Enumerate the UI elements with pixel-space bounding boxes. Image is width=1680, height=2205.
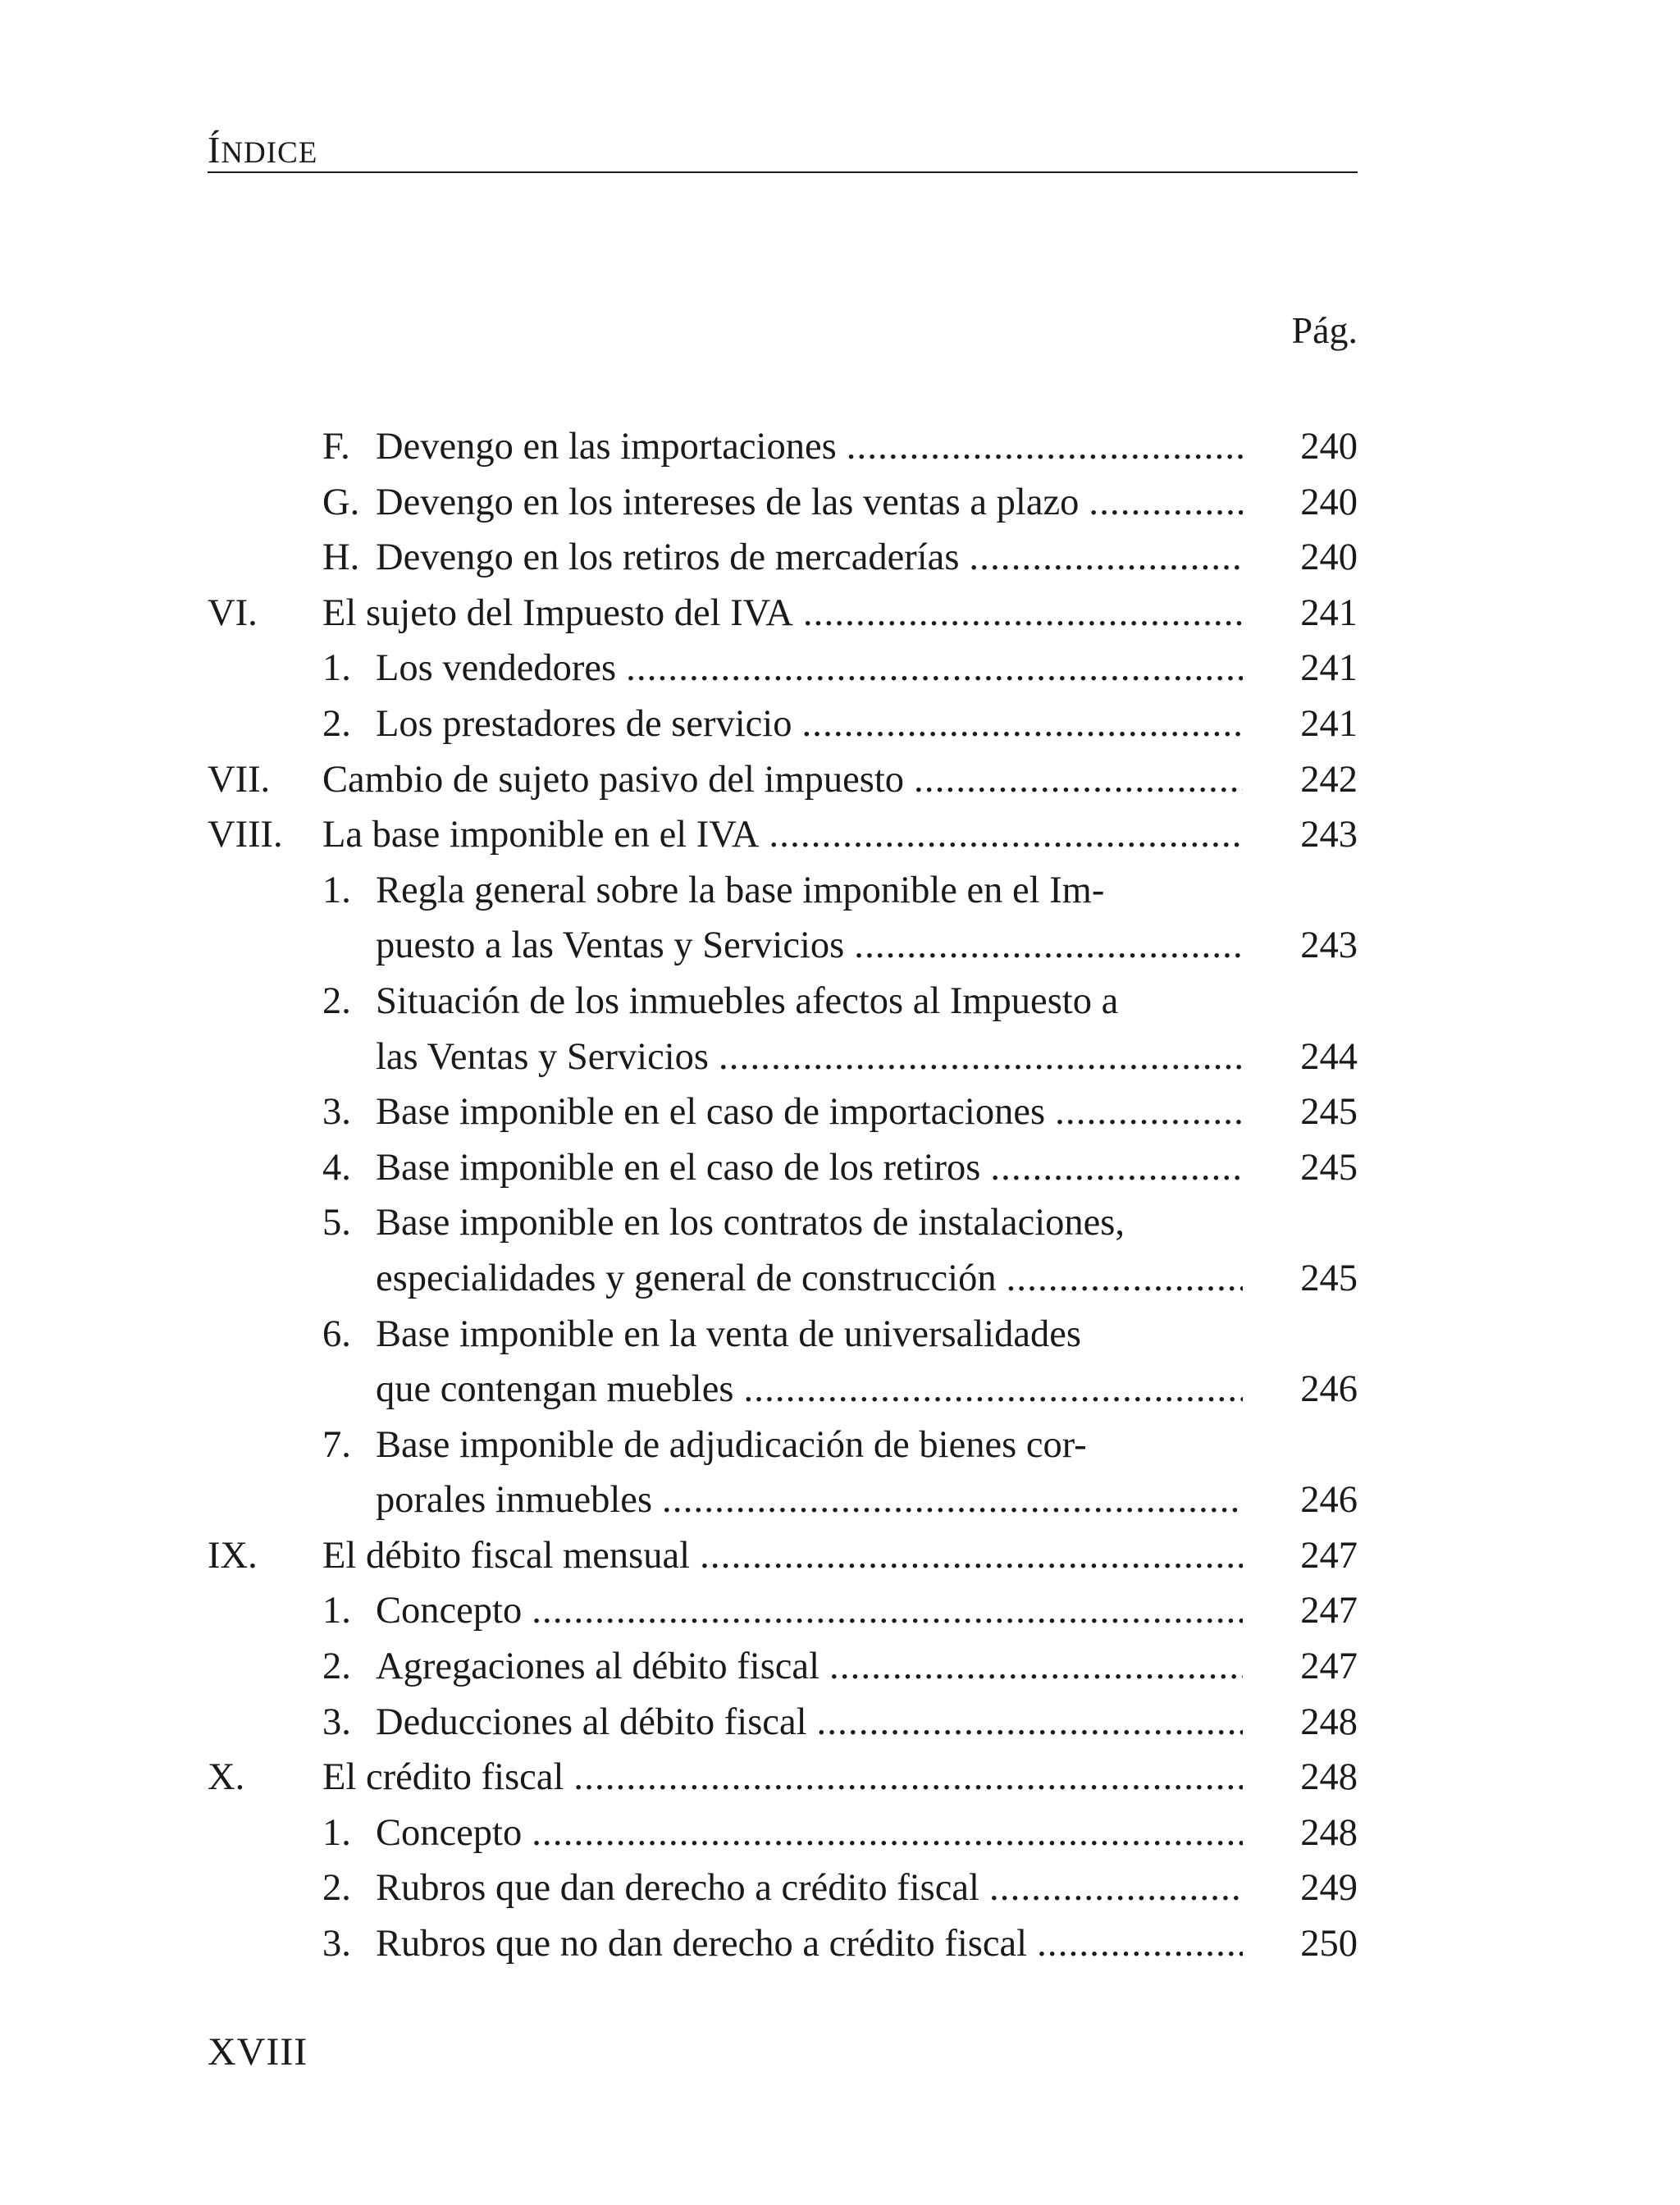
toc-item-marker: G. (322, 481, 360, 523)
toc-page-number: 240 (1300, 481, 1358, 523)
toc-entry (208, 1860, 1358, 1916)
toc-item-marker: 2. (322, 1646, 351, 1688)
toc-page-number: 241 (1300, 702, 1358, 745)
toc-entry-title-line (322, 1528, 1243, 1584)
toc-entry (208, 641, 1358, 696)
toc-entry-title: Los vendedores (376, 647, 626, 689)
toc-section-number: VIII. (208, 814, 283, 856)
toc-entry (208, 1307, 1358, 1418)
toc-entry-title-line (322, 752, 1243, 808)
toc-entry-title: El crédito fiscal (322, 1756, 573, 1798)
toc-entry-title-line (376, 1806, 1243, 1861)
toc-entry (208, 1195, 1358, 1306)
toc-entry-title: Rubros que no dan derecho a crédito fiscal (376, 1923, 1037, 1965)
toc-page-number: 240 (1300, 426, 1358, 468)
toc-entry-title: Deducciones al débito fiscal (376, 1701, 817, 1743)
toc-entry-title-line (376, 696, 1243, 752)
toc-item-marker: 4. (322, 1146, 351, 1189)
toc-item-marker: F. (322, 426, 350, 468)
toc-entry-title-line (322, 807, 1243, 863)
toc-entry-title: Agregaciones al débito fiscal (376, 1646, 829, 1687)
toc-entry-title: Base imponible de adjudicación de bienes cor- (376, 1424, 1097, 1466)
toc-entry-title-line (376, 1639, 1243, 1695)
toc-entry (208, 475, 1358, 531)
toc-entry (208, 419, 1358, 475)
toc-page-number: 247 (1300, 1534, 1358, 1577)
toc-entry-title: las Ventas y Servicios (376, 1036, 719, 1078)
toc-entry-title-line (376, 475, 1243, 531)
toc-entry (208, 1583, 1358, 1639)
toc-page-number: 246 (1300, 1368, 1358, 1411)
toc-entry-title: Base imponible en los contratos de instalaciones, (376, 1202, 1134, 1244)
toc-entry-title-line (376, 1362, 1243, 1418)
toc-entry-title: Los prestadores de servicio (376, 703, 801, 745)
toc-item-marker: 6. (322, 1312, 351, 1355)
toc-page-number: 249 (1300, 1867, 1358, 1910)
toc-entry-title-line (322, 586, 1243, 641)
toc-entry-title: Regla general sobre la base imponible en el Im- (376, 870, 1114, 911)
toc-entry (208, 1639, 1358, 1695)
toc-section-number: VI. (208, 591, 258, 634)
toc-item-marker: 7. (322, 1423, 351, 1466)
toc-item-marker: 1. (322, 1590, 351, 1632)
toc-entry-title: que contengan muebles (376, 1368, 743, 1410)
toc-page-number: 250 (1300, 1923, 1358, 1965)
toc-page-number: 245 (1300, 1091, 1358, 1134)
toc-entry (208, 807, 1358, 863)
toc-page-number: 241 (1300, 591, 1358, 634)
toc-entry-title: Devengo en las importaciones (376, 426, 847, 468)
toc-entry-title-line (376, 1195, 1134, 1251)
toc-item-marker: 3. (322, 1923, 351, 1965)
toc-entry (208, 696, 1358, 752)
toc-page-number: 247 (1300, 1590, 1358, 1632)
toc-entry-title: La base imponible en el IVA (322, 814, 769, 856)
toc-section-number: VII. (208, 758, 271, 801)
toc-entry-title: Concepto (376, 1590, 532, 1632)
toc-page-number: 248 (1300, 1701, 1358, 1743)
running-head (208, 131, 317, 169)
toc-entry-title-line (376, 974, 1128, 1029)
toc-entry (208, 530, 1358, 586)
toc-entry-title: Base imponible en el caso de importaciones (376, 1091, 1055, 1133)
toc-entry-title: Concepto (376, 1812, 532, 1854)
toc-entry (208, 1750, 1358, 1806)
table-of-contents (208, 419, 1358, 1972)
toc-page-number: 242 (1300, 758, 1358, 801)
header-rule (208, 171, 1358, 173)
toc-item-marker: 1. (322, 1811, 351, 1854)
toc-page-number: 245 (1300, 1257, 1358, 1299)
toc-entry-title-line (376, 1140, 1243, 1196)
toc-item-marker: 1. (322, 647, 351, 690)
toc-entry-title-line (376, 918, 1243, 974)
toc-page-number: 241 (1300, 647, 1358, 690)
toc-entry-title-line (376, 1472, 1243, 1528)
toc-entry-title-line (322, 1750, 1243, 1806)
toc-entry-title-line (376, 1583, 1243, 1639)
toc-entry (208, 1140, 1358, 1196)
toc-item-marker: 3. (322, 1091, 351, 1134)
toc-entry (208, 974, 1358, 1084)
toc-entry-title-line (376, 1251, 1243, 1307)
toc-entry-title-line (376, 1916, 1243, 1972)
toc-entry (208, 1916, 1358, 1972)
toc-page-number: 248 (1300, 1756, 1358, 1799)
toc-entry-title: Rubros que dan derecho a crédito fiscal (376, 1867, 989, 1909)
toc-entry-title: Situación de los inmuebles afectos al Impuesto a (376, 980, 1128, 1022)
toc-item-marker: 2. (322, 979, 351, 1022)
toc-page-number: 243 (1300, 814, 1358, 856)
toc-item-marker: 5. (322, 1202, 351, 1244)
toc-entry-title-line (376, 1084, 1243, 1140)
toc-entry-title-line (376, 1418, 1097, 1473)
toc-entry-title-line (376, 530, 1243, 586)
toc-entry-title-line (376, 1307, 1091, 1363)
toc-item-marker: 3. (322, 1701, 351, 1743)
toc-page-number: 244 (1300, 1035, 1358, 1078)
toc-entry-title: Devengo en los retiros de mercaderías (376, 536, 969, 578)
toc-page-number: 245 (1300, 1146, 1358, 1189)
toc-entry (208, 1528, 1358, 1584)
running-head-initial: Í (208, 129, 221, 171)
toc-page-number: 243 (1300, 924, 1358, 967)
toc-page-number: 248 (1300, 1811, 1358, 1854)
toc-item-marker: 1. (322, 869, 351, 911)
toc-entry-title-line (376, 1695, 1243, 1751)
toc-entry (208, 752, 1358, 808)
toc-entry-title-line (376, 1029, 1243, 1085)
toc-item-marker: 2. (322, 1867, 351, 1910)
toc-entry-title: Base imponible en la venta de universalidades (376, 1313, 1091, 1355)
toc-entry (208, 586, 1358, 641)
running-head-rest: NDICE (221, 136, 318, 170)
toc-page-number: 246 (1300, 1479, 1358, 1522)
page-column-label: Pág. (1291, 309, 1358, 351)
toc-page-number: 247 (1300, 1646, 1358, 1688)
toc-section-number: IX. (208, 1534, 258, 1577)
page-number: XVIII (208, 2030, 308, 2074)
toc-entry (208, 863, 1358, 974)
toc-entry (208, 1695, 1358, 1751)
toc-item-marker: 2. (322, 702, 351, 745)
toc-entry-title: El sujeto del Impuesto del IVA (322, 592, 803, 634)
toc-page-number: 240 (1300, 536, 1358, 579)
toc-entry-title-line (376, 419, 1243, 475)
toc-item-marker: H. (322, 536, 360, 579)
toc-entry-title: especialidades y general de construcción (376, 1258, 1007, 1299)
toc-entry-title-line (376, 1860, 1243, 1916)
toc-entry (208, 1084, 1358, 1140)
toc-entry-title: Base imponible en el caso de los retiros (376, 1147, 990, 1189)
toc-entry-title: Cambio de sujeto pasivo del impuesto (322, 759, 914, 801)
toc-entry-title-line (376, 641, 1243, 696)
toc-entry-title: puesto a las Ventas y Servicios (376, 924, 854, 966)
toc-section-number: X. (208, 1756, 245, 1799)
toc-entry-title: Devengo en los intereses de las ventas a plazo (376, 482, 1089, 523)
toc-entry-title-line (376, 863, 1114, 919)
toc-entry-title: porales inmuebles (376, 1479, 662, 1521)
toc-entry (208, 1806, 1358, 1861)
toc-entry-title: El débito fiscal mensual (322, 1535, 700, 1577)
toc-entry (208, 1418, 1358, 1528)
